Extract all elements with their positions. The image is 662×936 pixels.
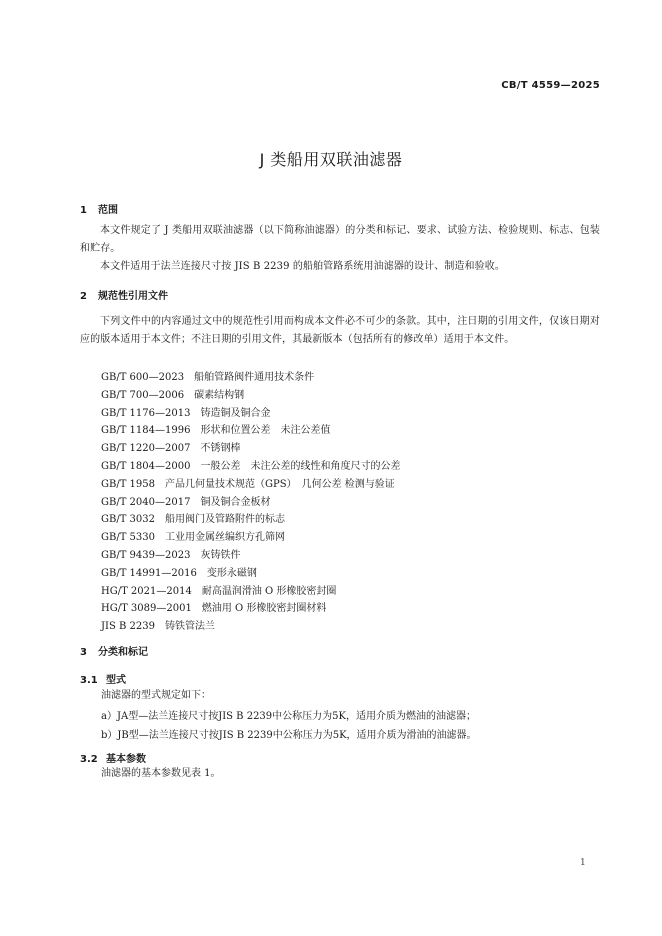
reference-title: 耐高温润滑油 O 形橡胶密封圈: [201, 585, 337, 597]
reference-code: GB/T 3032: [101, 514, 156, 526]
reference-item: [101, 547, 400, 565]
reference-title: 工业用金属丝编织方孔筛网: [165, 532, 286, 544]
reference-title: 铸造铜及铜合金: [200, 407, 271, 419]
reference-item: [101, 422, 400, 440]
reference-title: 灰铸铁件: [200, 549, 241, 561]
reference-item: [101, 440, 400, 458]
reference-code: GB/T 1184—1996: [101, 425, 191, 437]
reference-item: [101, 387, 400, 405]
reference-title: 燃油用 O 形橡胶密封圈材料: [201, 603, 327, 615]
normative-reference-list: [101, 369, 400, 636]
reference-title: 铜及铜合金板材: [200, 496, 271, 508]
section-3-1-intro: 油滤器的型式规定如下：: [101, 690, 211, 701]
type-item-a: a）JA型—法兰连接尺寸按JIS B 2239中公称压力为5K，适用介质为燃油的油滤器；: [101, 711, 476, 722]
section-3-1-number: 3.1: [80, 675, 98, 686]
reference-item: [101, 529, 400, 547]
reference-title: 不锈钢棒: [200, 443, 241, 455]
reference-item: [101, 458, 400, 476]
section-3-2-number: 3.2: [80, 754, 98, 765]
reference-code: GB/T 600—2023: [101, 372, 185, 383]
reference-title: 船舶管路阀件通用技术条件: [194, 372, 315, 383]
section-1-paragraph-1: 本文件规定了 J 类船用双联油滤器（以下简称油滤器）的分类和标记、要求、试验方法、检验规则、标志、包装和贮存。: [80, 225, 600, 254]
section-2-intro: 下列文件中的内容通过文中的规范性引用而构成本文件必不可少的条款。其中，注日期的引用文件，仅该日期对应的版本适用于本文件；不注日期的引用文件，其最新版本（包括所有的修改单）适用于本文件。: [80, 316, 600, 345]
reference-title: 碳素结构钢: [194, 389, 245, 401]
section-3-2-text: 油滤器的基本参数见表 1。: [101, 768, 221, 779]
document-title: J 类船用双联油滤器: [259, 150, 403, 169]
section-2-heading: [80, 287, 168, 302]
reference-item: [101, 511, 400, 529]
reference-code: HG/T 3089—2001: [101, 603, 192, 615]
reference-item: [101, 618, 400, 636]
reference-code: GB/T 9439—2023: [101, 549, 191, 561]
reference-title: 形状和位置公差 未注公差值: [200, 425, 331, 437]
section-2-title: 规范性引用文件: [98, 291, 168, 302]
reference-code: JIS B 2239: [101, 621, 155, 633]
reference-item: [101, 600, 400, 618]
reference-code: GB/T 5330: [101, 532, 156, 544]
reference-item: [101, 565, 400, 583]
reference-code: GB/T 1804—2000: [101, 460, 191, 472]
standard-number: CB/T 4559—2025: [501, 80, 600, 91]
section-2-number: 2: [80, 291, 87, 302]
section-1-paragraph-2: 本文件适用于法兰连接尺寸按 JIS B 2239 的船舶管路系统用油滤器的设计、制造和验收。: [100, 261, 505, 272]
reference-code: GB/T 700—2006: [101, 389, 185, 401]
reference-title: 一般公差 未注公差的线性和角度尺寸的公差: [200, 460, 401, 472]
reference-item: [101, 369, 400, 387]
reference-code: GB/T 1176—2013: [101, 407, 191, 419]
section-1-heading: [80, 201, 118, 216]
section-3-1-title: 型式: [106, 675, 126, 686]
section-3-title: 分类和标记: [98, 647, 148, 658]
reference-title: 变形永磁钢: [206, 567, 257, 579]
reference-item: [101, 494, 400, 512]
reference-code: GB/T 2040—2017: [101, 496, 191, 508]
reference-title: 船用阀门及管路附件的标志: [165, 514, 286, 526]
reference-code: GB/T 1958: [101, 478, 156, 490]
reference-code: GB/T 14991—2016: [101, 567, 197, 579]
reference-code: GB/T 1220—2007: [101, 443, 191, 455]
type-item-b: b）JB型—法兰连接尺寸按JIS B 2239中公称压力为5K，适用介质为滑油的油滤器。: [101, 730, 477, 741]
section-3-2-title: 基本参数: [106, 754, 146, 765]
section-3-number: 3: [80, 647, 87, 658]
reference-title: 产品几何量技术规范（GPS） 几何公差 检测与验证: [165, 478, 395, 490]
section-3-1-heading: [80, 671, 126, 686]
reference-item: [101, 476, 400, 494]
reference-title: 铸铁管法兰: [164, 621, 215, 633]
section-3-heading: [80, 643, 148, 658]
page-number: 1: [580, 858, 586, 868]
section-1-title: 范围: [98, 205, 118, 216]
reference-item: [101, 583, 400, 601]
reference-item: [101, 405, 400, 423]
reference-code: HG/T 2021—2014: [101, 585, 192, 597]
section-1-number: 1: [80, 205, 87, 216]
section-3-2-heading: [80, 750, 146, 765]
